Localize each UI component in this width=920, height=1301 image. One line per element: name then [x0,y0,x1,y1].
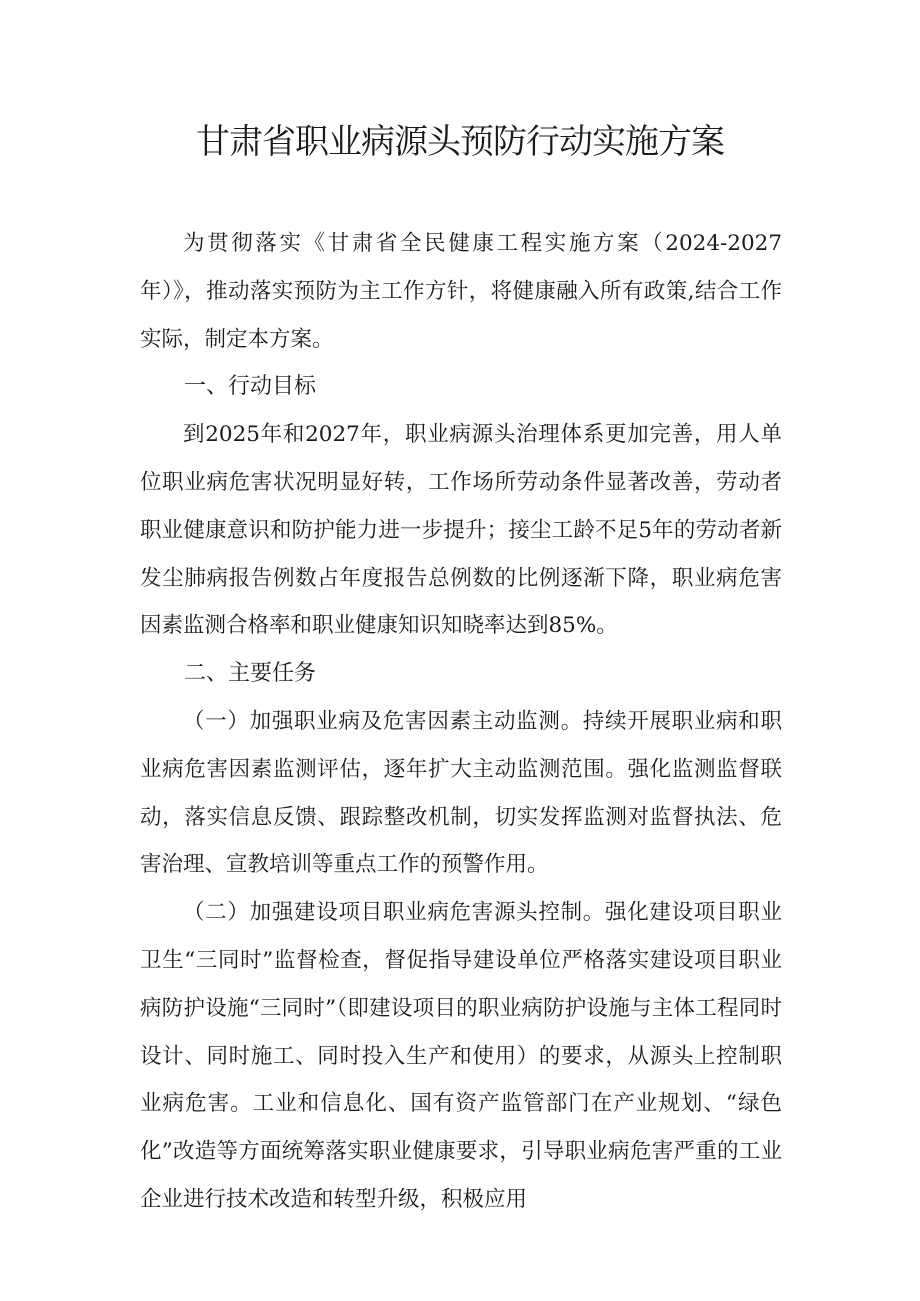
task-paragraph-1: （一）加强职业病及危害因素主动监测。持续开展职业病和职业病危害因素监测评估，逐年扩大主动监测范围。强化监测监督联动，落实信息反馈、跟踪整改机制，切实发挥监测对监督执法、危害治理、宣教培训等重点工作的预警作用。 [140,708,782,878]
document-title: 甘肃省职业病源头预防行动实施方案 [196,122,724,162]
task-paragraph-2: （二）加强建设项目职业病危害源头控制。强化建设项目职业卫生“三同时”监督检查，督促指导建设单位严格落实建设项目职业病防护设施“三同时”（即建设项目的职业病防护设施与主体工程同时设计、同时施工、同时投入生产和使用）的要求，从源头上控制职业病危害。工业和信息化、国有资产监管部门在产业规划、“绿色化”改造等方面统筹落实职业健康要求，引导职业病危害严重的工业企业进行技术改造和转型升级，积极应用 [140,900,782,1212]
document-body [140,220,782,1224]
section-heading-goals: 一、行动目标 [184,374,317,400]
section-heading-tasks: 二、主要任务 [184,661,317,687]
goals-paragraph: 到2025年和2027年，职业病源头治理体系更加完善，用人单位职业病危害状况明显好转，工作场所劳动条件显著改善，劳动者职业健康意识和防护能力进一步提升；接尘工龄不足5年的劳动者新发尘肺病报告例数占年度报告总例数的比例逐渐下降，职业病危害因素监测合格率和职业健康知识知晓率达到85%。 [140,422,782,639]
intro-paragraph: 为贯彻落实《甘肃省全民健康工程实施方案（2024-2027年）》，推动落实预防为主工作方针，将健康融入所有政策,结合工作实际，制定本方案。 [140,231,782,352]
